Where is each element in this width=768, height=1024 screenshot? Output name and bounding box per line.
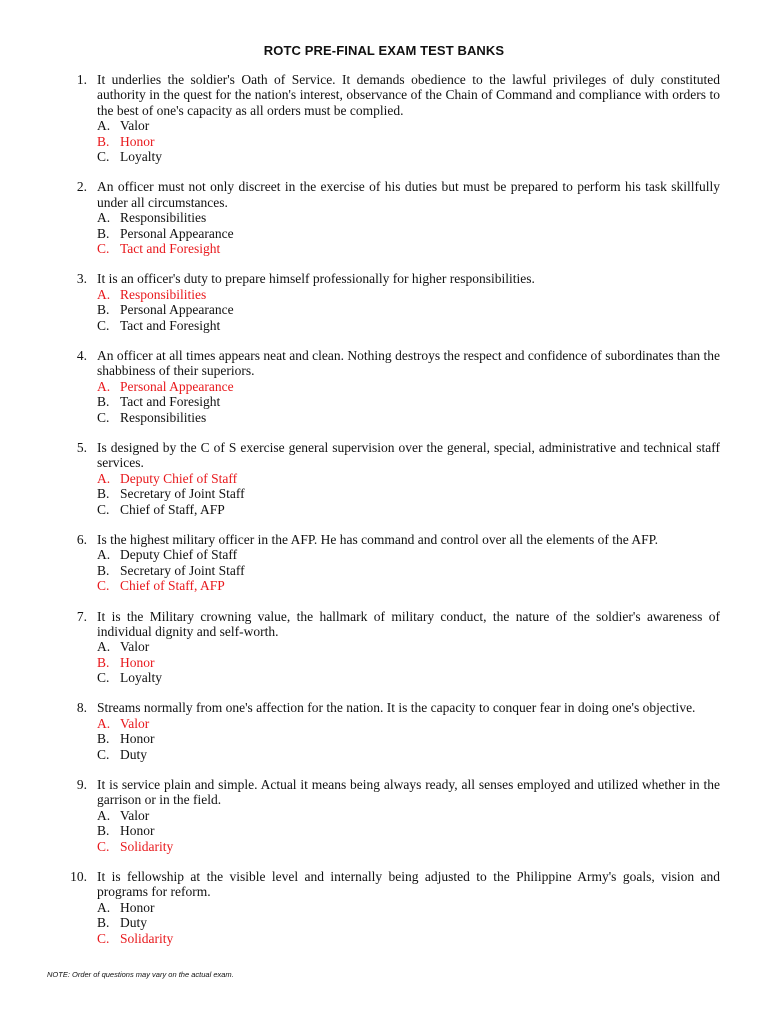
option-letter: A. xyxy=(97,715,111,731)
answer-option-correct xyxy=(97,379,720,394)
option-text: Honor xyxy=(120,731,155,747)
option-text: Tact and Foresight xyxy=(120,394,221,410)
answer-option xyxy=(97,900,720,915)
answer-option-correct xyxy=(97,931,720,946)
option-letter: C. xyxy=(97,838,110,854)
option-letter: B. xyxy=(97,562,110,578)
question-item xyxy=(0,348,720,425)
answer-option xyxy=(97,823,720,838)
answer-option xyxy=(97,149,720,164)
question-text: An officer at all times appears neat and clean. Nothing destroys the respect and confidence of subordinates than the shabbiness of their superiors. xyxy=(97,347,720,379)
answer-option-correct xyxy=(97,578,720,593)
question-text: It underlies the soldier's Oath of Service. It demands obedience to the lawful privileges of duly constituted authority in the quest for the nation's interest, observance of the Chain of Command and compliance with orders to the best of one's capacity as all orders must be complied. xyxy=(97,72,720,118)
answer-option xyxy=(97,670,720,685)
answer-option xyxy=(97,731,720,746)
option-letter: C. xyxy=(97,501,110,517)
option-letter: C. xyxy=(97,670,110,686)
option-letter: B. xyxy=(97,915,110,931)
option-text: Valor xyxy=(120,118,150,134)
answer-option-correct xyxy=(97,716,720,731)
option-letter: B. xyxy=(97,486,110,502)
option-text: Valor xyxy=(120,715,150,731)
option-letter: A. xyxy=(97,286,111,302)
question-number: 3. xyxy=(76,271,87,287)
question-number: 6. xyxy=(76,531,87,547)
option-text: Chief of Staff, AFP xyxy=(120,501,225,517)
option-text: Loyalty xyxy=(120,149,162,164)
option-text: Tact and Foresight xyxy=(120,317,221,333)
option-letter: B. xyxy=(97,654,110,670)
answer-option-correct xyxy=(97,241,720,256)
question-item xyxy=(0,271,720,333)
question-item xyxy=(0,440,720,517)
option-letter: A. xyxy=(97,547,111,563)
question-number: 5. xyxy=(76,439,87,455)
answer-option xyxy=(97,118,720,133)
option-text: Valor xyxy=(120,639,150,655)
option-text: Honor xyxy=(120,823,155,839)
option-letter: A. xyxy=(97,639,111,655)
answer-option xyxy=(97,639,720,654)
answer-option xyxy=(97,410,720,425)
option-text: Honor xyxy=(120,654,155,670)
answer-option xyxy=(97,226,720,241)
question-text: Streams normally from one's affection for the nation. It is the capacity to conquer fear in doing one's objective. xyxy=(97,700,696,716)
answer-option xyxy=(97,915,720,930)
answer-option xyxy=(97,302,720,317)
question-text: Is the highest military officer in the AFP. He has command and control over all the elements of the AFP. xyxy=(97,531,659,547)
option-letter: C. xyxy=(97,930,110,946)
option-letter: C. xyxy=(97,149,110,164)
answer-option xyxy=(97,210,720,225)
option-letter: A. xyxy=(97,210,111,226)
option-letter: C. xyxy=(97,578,110,594)
question-item xyxy=(0,869,720,946)
answer-option xyxy=(97,547,720,562)
question-item xyxy=(0,532,720,594)
question-number: 10. xyxy=(70,869,87,885)
answer-option xyxy=(97,486,720,501)
option-text: Duty xyxy=(120,746,147,762)
question-text: It is service plain and simple. Actual it means being always ready, all senses employed and utilized whether in the garrison or in the field. xyxy=(97,777,720,808)
question-item xyxy=(0,777,720,854)
option-text: Duty xyxy=(120,915,147,931)
answer-option xyxy=(97,502,720,517)
option-letter: A. xyxy=(97,807,111,823)
option-text: Tact and Foresight xyxy=(120,240,221,256)
page-title: ROTC PRE-FINAL EXAM TEST BANKS xyxy=(263,43,505,58)
option-text: Responsibilities xyxy=(120,210,207,226)
option-text: Solidarity xyxy=(120,930,174,946)
question-number: 8. xyxy=(76,700,87,716)
answer-option xyxy=(97,747,720,762)
question-text: It is fellowship at the visible level and internally being adjusted to the Philippine Army's goals, vision and programs for reform. xyxy=(97,869,720,900)
answer-option-correct xyxy=(97,839,720,854)
option-letter: B. xyxy=(97,823,110,839)
option-text: Honor xyxy=(120,899,155,915)
option-text: Loyalty xyxy=(120,670,162,686)
footer-note: NOTE: Order of questions may vary on the actual exam. xyxy=(47,970,234,979)
option-text: Secretary of Joint Staff xyxy=(120,486,245,502)
option-text: Personal Appearance xyxy=(120,225,234,241)
option-text: Responsibilities xyxy=(120,286,207,302)
option-letter: B. xyxy=(97,394,110,410)
question-text: It is an officer's duty to prepare himself professionally for higher responsibilities. xyxy=(97,271,535,287)
question-number: 1. xyxy=(76,72,87,87)
option-letter: B. xyxy=(97,302,110,318)
question-number: 7. xyxy=(76,608,87,624)
answer-option-correct xyxy=(97,655,720,670)
question-number: 4. xyxy=(76,347,87,363)
question-list xyxy=(0,72,768,961)
option-text: Personal Appearance xyxy=(120,378,234,394)
option-letter: A. xyxy=(97,899,111,915)
question-item xyxy=(0,72,720,164)
question-item xyxy=(0,179,720,256)
option-letter: C. xyxy=(97,317,110,333)
answer-option-correct xyxy=(97,134,720,149)
option-text: Solidarity xyxy=(120,838,174,854)
option-letter: B. xyxy=(97,225,110,241)
option-text: Responsibilities xyxy=(120,409,207,425)
answer-option-correct xyxy=(97,471,720,486)
answer-option xyxy=(97,318,720,333)
option-letter: C. xyxy=(97,240,110,256)
answer-option xyxy=(97,808,720,823)
option-text: Personal Appearance xyxy=(120,302,234,318)
question-item xyxy=(0,609,720,686)
option-text: Chief of Staff, AFP xyxy=(120,578,225,594)
option-letter: A. xyxy=(97,378,111,394)
answer-option xyxy=(97,394,720,409)
option-letter: C. xyxy=(97,746,110,762)
question-number: 2. xyxy=(76,179,87,195)
option-letter: C. xyxy=(97,409,110,425)
option-text: Honor xyxy=(120,133,155,149)
option-text: Valor xyxy=(120,807,150,823)
option-letter: A. xyxy=(97,118,111,134)
option-letter: A. xyxy=(97,470,111,486)
question-item xyxy=(0,700,720,762)
question-text: Is designed by the C of S exercise general supervision over the general, special, administrative and technical staff services. xyxy=(97,439,720,471)
answer-option xyxy=(97,563,720,578)
option-letter: B. xyxy=(97,731,110,747)
option-text: Deputy Chief of Staff xyxy=(120,470,238,486)
answer-option-correct xyxy=(97,287,720,302)
question-number: 9. xyxy=(76,777,87,793)
question-text: It is the Military crowning value, the hallmark of military conduct, the nature of the soldier's awareness of individual dignity and self-worth. xyxy=(97,608,720,639)
question-text: An officer must not only discreet in the exercise of his duties but must be prepared to perform his task skillfully under all circumstances. xyxy=(97,179,720,210)
option-letter: B. xyxy=(97,133,110,149)
option-text: Secretary of Joint Staff xyxy=(120,562,245,578)
option-text: Deputy Chief of Staff xyxy=(120,547,238,563)
